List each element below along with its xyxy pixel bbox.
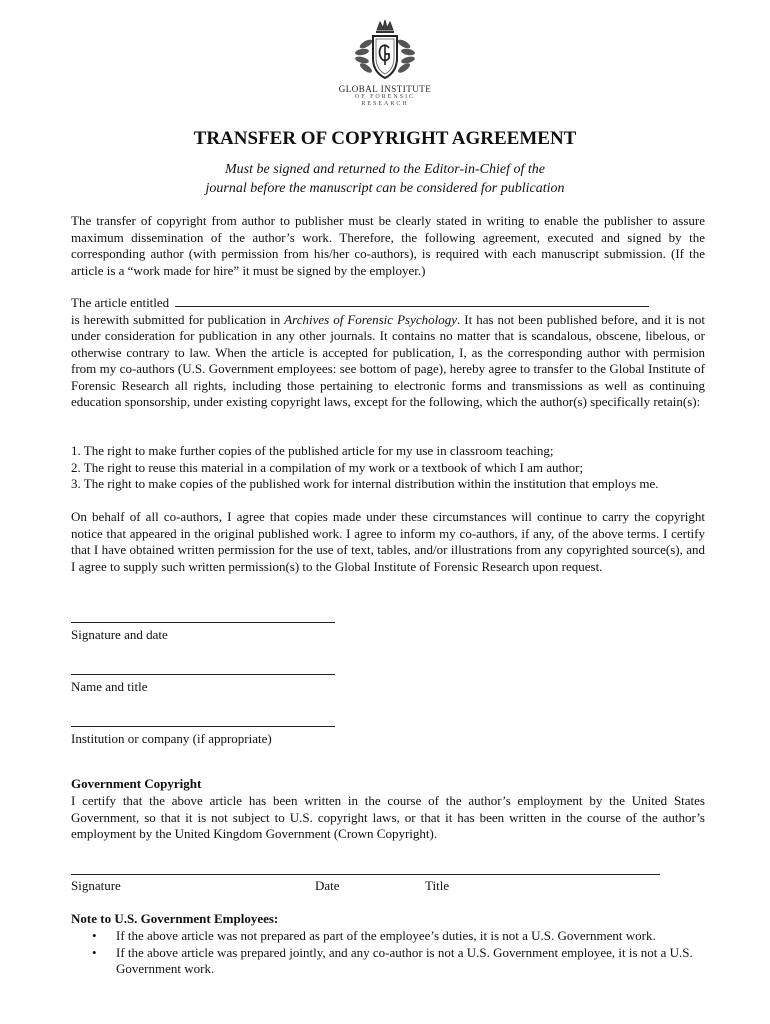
government-signature-line[interactable] xyxy=(71,874,660,875)
behalf-paragraph: On behalf of all co-authors, I agree that copies made under these circumstances will continue to carry the copyright notice that appeared in the original published work. I agree to inform my co-authors, if any, of the above terms. I certify that I have obtained written permission for the use of text, tables, and/or illustrations from any copyrighted source(s), and I agree to supply such written permission(s) to the Global Institute of Forensic Research upon request. xyxy=(71,509,705,574)
article-text-after: . It has not been published before, and it is not under consideration for publication in any other journals. It contains no matter that is scandalous, obscene, libelous, or otherwise contrary to law. When the article is accepted for publication, I, as the corresponding author with permision from my co-authors (U.S. Government employees: see bottom of page), hereby agree to transfer to the Global Institute of Forensic Research all rights, including those pertaining to electronic forms and transmissions as well as continuing education sponsorship, under existing copyright laws, except for the following, which the author(s) specifically retain(s): xyxy=(71,311,705,409)
note-heading: Note to U.S. Government Employees: xyxy=(71,911,279,926)
institution-line[interactable] xyxy=(71,726,335,727)
subtitle-line-1: Must be signed and returned to the Editor-in-Chief of the xyxy=(225,162,545,177)
government-title-label: Title xyxy=(425,878,450,893)
list-item: 3. The right to make copies of the published work for internal distribution within the institution that employs me. xyxy=(71,476,659,491)
article-entitled-row xyxy=(71,295,705,312)
name-title-label: Name and title xyxy=(71,679,148,694)
list-item xyxy=(90,928,705,945)
bullet-icon: • xyxy=(92,944,97,960)
logo-name: GLOBAL INSTITUTE xyxy=(338,84,432,94)
signature-date-line[interactable] xyxy=(71,622,335,623)
page-title: TRANSFER OF COPYRIGHT AGREEMENT xyxy=(193,128,577,149)
article-title-blank[interactable] xyxy=(175,305,649,307)
signature-date-label: Signature and date xyxy=(71,627,168,642)
note-item-text: If the above article was prepared jointly, and any co-author is not a U.S. Government employee, it is not a U.S. Government work. xyxy=(116,944,693,976)
article-body xyxy=(71,312,705,411)
article-text-before: is herewith submitted for publication in xyxy=(71,311,285,327)
note-list xyxy=(90,928,705,978)
intro-paragraph: The transfer of copyright from author to publisher must be clearly stated in writing to enable the publisher to assure maximum dissemination of the author’s work. Therefore, the following agreement, executed and signed by the corresponding author (with permission from his/her co-authors), is required with each manuscript submission. (If the article is a “work made for hire” it must be signed by the employer.) xyxy=(71,213,705,278)
retained-rights-list xyxy=(71,443,731,493)
bullet-icon: • xyxy=(92,928,97,943)
list-item: 1. The right to make further copies of the published article for my use in classroom teaching; xyxy=(71,443,554,458)
institution-label: Institution or company (if appropriate) xyxy=(71,731,272,746)
subtitle-line-2: journal before the manuscript can be considered for publication xyxy=(205,181,565,196)
journal-name: Archives of Forensic Psychology xyxy=(284,311,457,327)
list-item xyxy=(90,945,705,978)
article-paragraph xyxy=(71,295,705,411)
note-item-text: If the above article was not prepared as part of the employee’s duties, it is not a U.S. Government work. xyxy=(116,928,656,943)
government-heading: Government Copyright xyxy=(71,776,202,791)
article-entitled-label: The article entitled xyxy=(71,295,170,310)
list-item: 2. The right to reuse this material in a compilation of my work or a textbook of which I am author; xyxy=(71,459,584,475)
logo-subtitle: OF FORENSIC RESEARCH xyxy=(354,94,416,107)
crest-icon xyxy=(344,18,426,84)
government-signature-label: Signature xyxy=(71,878,121,893)
institute-logo xyxy=(330,18,440,110)
page-subtitle xyxy=(0,160,770,198)
government-paragraph: I certify that the above article has been written in the course of the author’s employment by the United States Government, so that it is not subject to U.S. copyright laws, or that it has been written in the course of the author’s employment by the United Kingdom Government (Crown Copyright). xyxy=(71,793,705,841)
government-date-label: Date xyxy=(315,878,340,893)
name-title-line[interactable] xyxy=(71,674,335,675)
